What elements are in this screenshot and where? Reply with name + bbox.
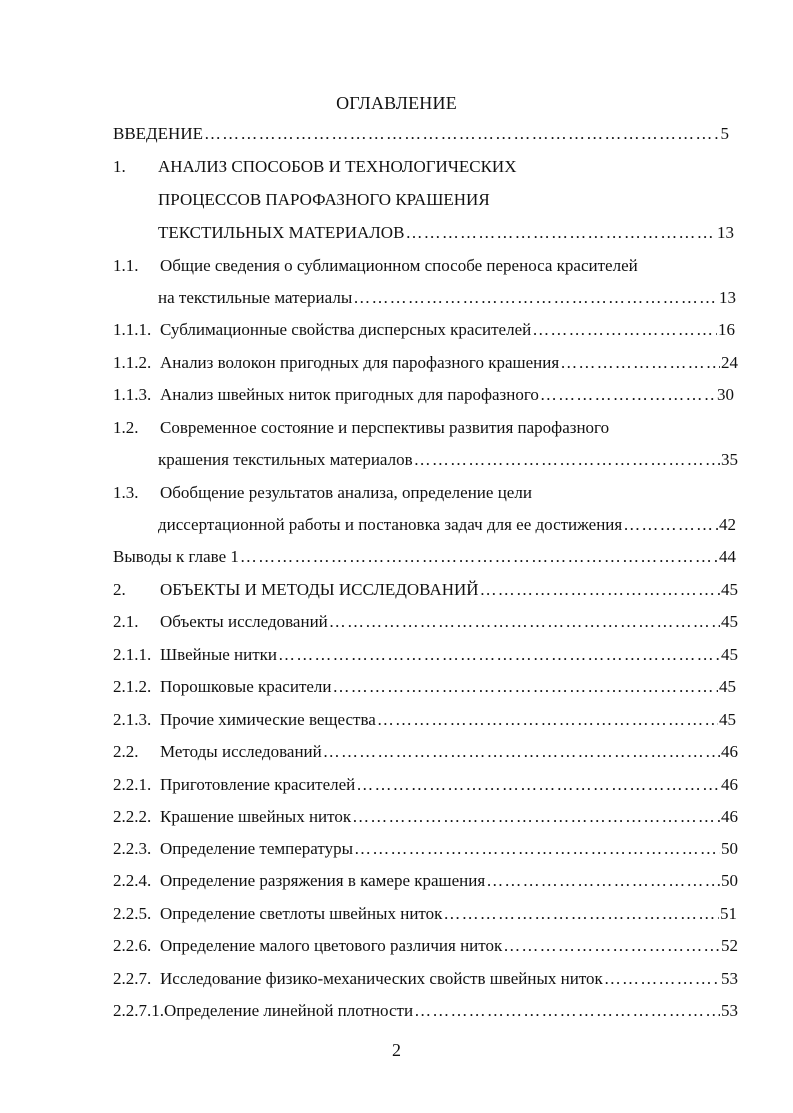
toc-entry-text: Общие сведения о сублимационном способе переноса красителей: [160, 256, 638, 275]
toc-entry-number: 2.2.7.1.: [113, 1001, 164, 1020]
toc-leader: [204, 122, 720, 146]
toc-entry: [113, 383, 734, 407]
toc-entry-page: 46: [721, 742, 738, 761]
toc-entry-number: 2.: [113, 580, 126, 599]
toc-entry: [113, 869, 738, 893]
toc-entry-page: 45: [721, 645, 738, 664]
toc-entry-page: 51: [720, 904, 737, 923]
toc-entry-page: 52: [721, 936, 738, 955]
toc-entry: [113, 773, 738, 797]
toc-leader: [354, 837, 720, 861]
toc-entry: [113, 578, 738, 602]
toc-entry-text: Порошковые красители: [160, 677, 332, 696]
toc-entry-number: 1.: [113, 157, 126, 176]
toc-entry: [113, 999, 738, 1023]
toc-entry-page: 53: [721, 969, 738, 988]
toc-entry-page: 30: [717, 385, 734, 404]
toc-entry-text: Прочие химические вещества: [160, 710, 376, 729]
toc-entry-text: крашения текстильных материалов: [158, 450, 413, 469]
toc-leader: [480, 578, 720, 602]
toc-entry-text: Определение светлоты швейных ниток: [160, 904, 443, 923]
toc-leader: [414, 448, 720, 472]
toc-leader: [540, 383, 716, 407]
toc-entry-text: Объекты исследований: [160, 612, 328, 631]
toc-leader: [333, 675, 718, 699]
toc-entry: [158, 448, 738, 472]
toc-entry: [113, 967, 738, 991]
toc-leader: [503, 934, 720, 958]
toc-entry-text: Крашение швейных ниток: [160, 807, 352, 826]
toc-entry: [113, 837, 738, 861]
toc-entry-page: 53: [721, 1001, 738, 1020]
page-number: 2: [392, 1040, 401, 1060]
toc-entry-text: Приготовление красителей: [160, 775, 356, 794]
toc-entry-number: 2.2.4.: [113, 871, 152, 890]
toc-entry-text: Анализ швейных ниток пригодных для парофазного: [160, 385, 539, 404]
toc-entry-number: 1.1.3.: [113, 385, 152, 404]
toc-entry-text: ВВЕДЕНИЕ: [113, 124, 203, 143]
page-title: ОГЛАВЛЕНИЕ: [336, 93, 457, 113]
toc-entry-text: Швейные нитки: [160, 645, 278, 664]
toc-entry-number: 2.2.7.: [113, 969, 152, 988]
toc-leader: [352, 805, 720, 829]
toc-entry-page: 45: [721, 580, 738, 599]
toc-entry: [113, 122, 729, 146]
toc-entry-text: Определение разряжения в камере крашения: [160, 871, 486, 890]
toc-entry-text: Методы исследований: [160, 742, 322, 761]
toc-entry-text: диссертационной работы и постановка задач для ее достижения: [158, 515, 623, 534]
toc-entry-text: Сублимационные свойства дисперсных красителей: [160, 320, 532, 339]
toc-entry-number: 1.1.1.: [113, 320, 152, 339]
toc-leader: [240, 545, 718, 569]
toc-leader: [443, 902, 719, 926]
toc-entry-text: Определение линейной плотности: [164, 1001, 414, 1020]
toc-entry-page: 44: [719, 547, 736, 566]
toc-entry: [113, 675, 736, 699]
toc-entry-number: 2.1.2.: [113, 677, 152, 696]
toc-entry-page: 45: [719, 677, 736, 696]
toc-leader: [353, 286, 718, 310]
toc-entry-page: 45: [719, 710, 736, 729]
toc-leader: [532, 318, 717, 342]
toc-entry: [113, 902, 737, 926]
toc-entry-number: 2.1.3.: [113, 710, 152, 729]
toc-leader: [278, 643, 720, 667]
toc-entry-page: 45: [721, 612, 738, 631]
toc-entry-page: 5: [720, 124, 729, 143]
toc-entry-number: 2.2.1.: [113, 775, 152, 794]
toc-entry-text: Определение малого цветового различия ниток: [160, 936, 503, 955]
toc-entry-page: 13: [717, 223, 734, 242]
toc-leader: [604, 967, 720, 991]
toc-entry: [113, 610, 738, 634]
toc-leader: [323, 740, 720, 764]
toc-entry-page: 24: [721, 353, 738, 372]
toc-entry-text: ОБЪЕКТЫ И МЕТОДЫ ИССЛЕДОВАНИЙ: [160, 580, 479, 599]
toc-entry-number: 2.2.: [113, 742, 139, 761]
toc-entry: [113, 351, 738, 375]
toc-entry: [113, 416, 733, 440]
toc-entry: [113, 318, 735, 342]
toc-entry-number: 2.2.6.: [113, 936, 152, 955]
toc-entry-number: 2.1.: [113, 612, 139, 631]
toc-entry: [113, 481, 733, 505]
toc-leader: [414, 999, 720, 1023]
toc-entry-text: Определение температуры: [160, 839, 354, 858]
toc-leader: [560, 351, 720, 375]
toc-entry-text: Обобщение результатов анализа, определение цели: [160, 483, 532, 502]
toc-entry-text: на текстильные материалы: [158, 288, 353, 307]
toc-entry: [113, 155, 729, 179]
toc-entry-page: 50: [721, 871, 738, 890]
toc-entry-text: Анализ волокон пригодных для парофазного крашения: [160, 353, 560, 372]
toc-entry: [158, 221, 734, 245]
toc-entry-page: 13: [719, 288, 736, 307]
toc-entry-number: 2.1.1.: [113, 645, 152, 664]
toc-entry: [113, 708, 736, 732]
toc-entry: [113, 643, 738, 667]
toc-entry-text: Выводы к главе 1: [113, 547, 239, 566]
toc-entry-number: 2.2.3.: [113, 839, 152, 858]
toc-leader: [486, 869, 720, 893]
toc-entry-number: 2.2.5.: [113, 904, 152, 923]
toc-entry: [113, 545, 736, 569]
toc-entry: [113, 254, 733, 278]
toc-leader: [329, 610, 720, 634]
toc-entry-page: 42: [719, 515, 736, 534]
toc-entry: [158, 513, 736, 537]
toc-entry: [113, 934, 738, 958]
toc-entry: [113, 740, 738, 764]
toc-entry: [158, 286, 736, 310]
toc-entry-page: 35: [721, 450, 738, 469]
toc-entry-number: 1.1.2.: [113, 353, 152, 372]
toc-entry-number: 1.2.: [113, 418, 139, 437]
toc-entry-text: ТЕКСТИЛЬНЫХ МАТЕРИАЛОВ: [158, 223, 405, 242]
toc-entry-text: Исследование физико-механических свойств швейных ниток: [160, 969, 603, 988]
toc-leader: [405, 221, 716, 245]
toc-entry-number: 1.1.: [113, 256, 139, 275]
toc-leader: [623, 513, 718, 537]
toc-leader: [377, 708, 718, 732]
toc-entry-page: 46: [721, 775, 738, 794]
toc-entry: [113, 805, 738, 829]
toc-entry-number: 2.2.2.: [113, 807, 152, 826]
toc-leader: [356, 773, 720, 797]
toc-entry-number: 1.3.: [113, 483, 139, 502]
toc-entry-page: 50: [721, 839, 738, 858]
toc-entry-text: ПРОЦЕССОВ ПАРОФАЗНОГО КРАШЕНИЯ: [158, 190, 490, 209]
toc-entry-page: 16: [718, 320, 735, 339]
toc-entry-text: АНАЛИЗ СПОСОБОВ И ТЕХНОЛОГИЧЕСКИХ: [158, 157, 517, 176]
toc-entry-text: Современное состояние и перспективы развития парофазного: [160, 418, 610, 437]
toc-entry: [158, 188, 729, 212]
toc-entry-page: 46: [721, 807, 738, 826]
